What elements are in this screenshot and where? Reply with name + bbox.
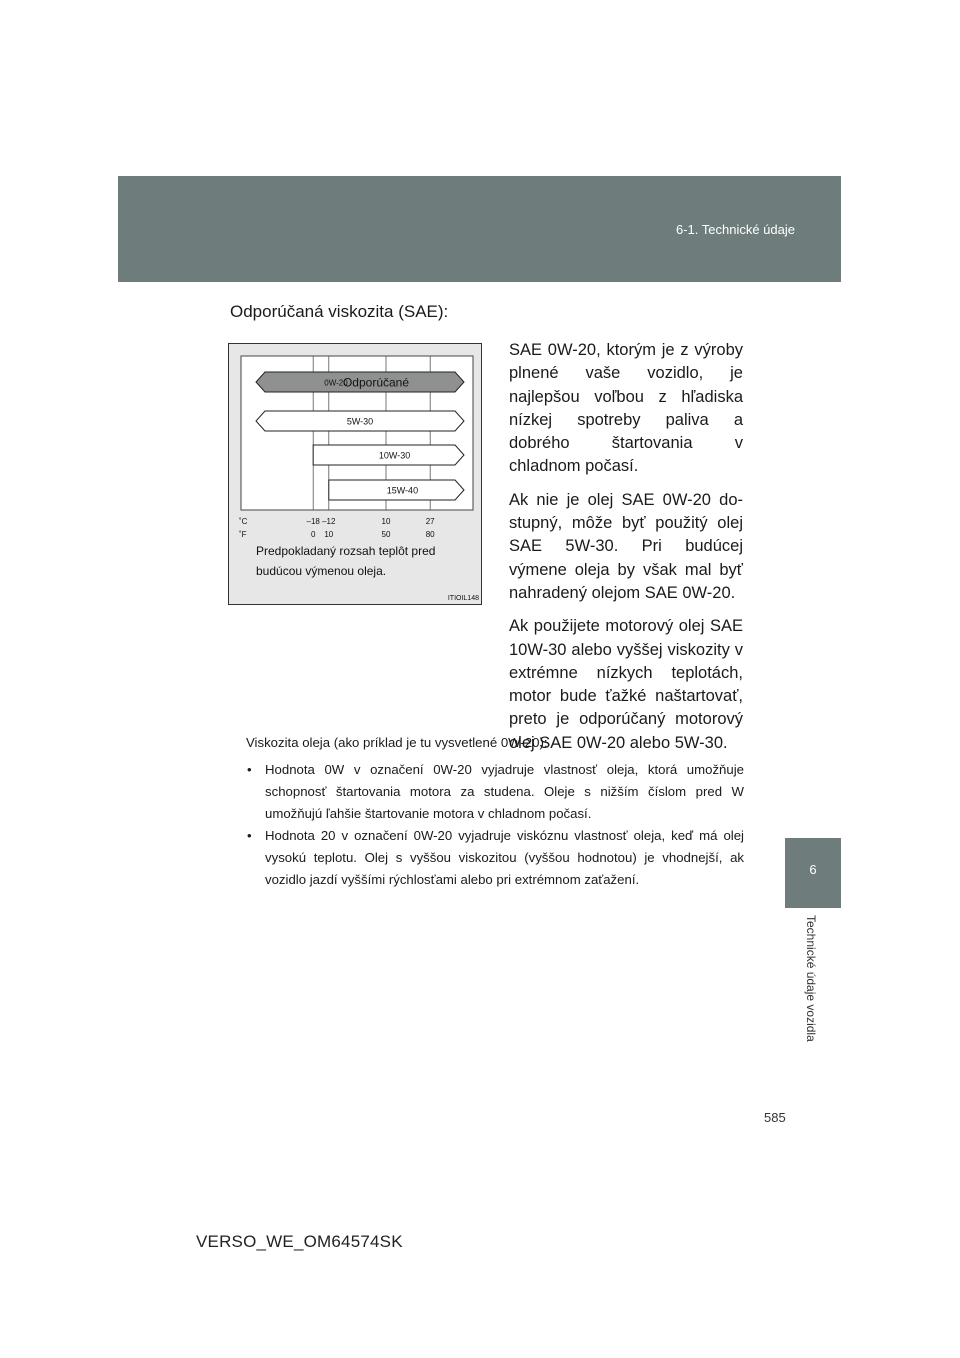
note-item: • Hodnota 20 v označení 0W-20 vyjadruje viskóznu vlastnosť oleja, keď má olej vysokú teplotu. Olej s vyššou viskozitou (vyššou hodnotou) je vhodnejší, ak vozidlo jazdí vyššími rýchlosťami alebo pri extrémnom zaťažení. bbox=[246, 825, 744, 891]
paragraph-2: Ak nie je olej SAE 0W-20 dostupný, môže byť použitý olej SAE 5W-30. Pri budúcej výmene oleja by však mal byť nahradený olejom SAE 0W-20. bbox=[509, 490, 743, 602]
chapter-number: 6 bbox=[809, 862, 817, 877]
paragraph-3: Ak použijete motorový olej SAE 10W-30 alebo vyššej viskozity v extrémne nízkych teplotách, motor bude ťažké naštartovať, preto je odporúčaný motorový olej SAE 0W-20 alebo 5W-30. bbox=[509, 617, 743, 752]
chapter-title: Technické údaje vozidla bbox=[804, 915, 818, 1042]
page-number: 585 bbox=[764, 1110, 786, 1125]
chapter-side-label bbox=[804, 915, 824, 1075]
tick-label-f: 80 bbox=[425, 530, 435, 539]
bar-label: 5W-30 bbox=[346, 416, 374, 427]
section-title: 6-1. Technické údaje bbox=[675, 222, 795, 237]
tick-label-c: 27 bbox=[425, 517, 435, 526]
figure-caption-line-2: budúcou výmenou oleja. bbox=[256, 564, 387, 578]
note-item: • Hodnota 0W v označení 0W-20 vyjadruje vlastnosť oleja, ktorá umožňuje schopnosť štartovania motora za studena. Oleje s nižším číslom pred W umožňujú ľahšie štartovanie motora v chladnom počasí. bbox=[246, 759, 744, 825]
notes-heading: Viskozita oleja (ako príklad je tu vysvetlené 0W-20): bbox=[246, 735, 548, 750]
notes-list bbox=[246, 759, 744, 891]
tick-label-f: 0 bbox=[310, 530, 316, 539]
bar-label: 0W-20 bbox=[324, 378, 348, 388]
bar-label: 15W-40 bbox=[386, 485, 419, 496]
axis-unit-f: ˚F bbox=[239, 530, 247, 539]
tick-label-f: 10 bbox=[324, 530, 334, 539]
axis-unit-c: ˚C bbox=[239, 517, 248, 526]
viscosity-intro: Odporúčaná viskozita (SAE): bbox=[230, 302, 449, 321]
paragraph-1: SAE 0W-20, ktorým je z výroby plnené vaše vozidlo, je najlepšou voľbou z hľadiska nízkej spotreby paliva a dobrého štartovania v chladnom počasí. bbox=[509, 341, 743, 476]
document-code: VERSO_WE_OM64574SK bbox=[196, 1232, 403, 1251]
recommendation-text bbox=[509, 339, 743, 765]
figure-caption-line-1: Predpokladaný rozsah teplôt pred bbox=[256, 544, 436, 558]
tick-label-c: –12 bbox=[322, 517, 336, 526]
header-band bbox=[118, 176, 841, 282]
viscosity-chart bbox=[229, 344, 483, 606]
chapter-tab bbox=[785, 838, 841, 908]
bar-label: 10W-30 bbox=[378, 450, 411, 461]
tick-label-f: 50 bbox=[381, 530, 391, 539]
tick-label-c: 10 bbox=[381, 517, 391, 526]
bar-recommended-label: Odporúčané bbox=[342, 375, 410, 390]
tick-label-c: –18 bbox=[306, 517, 320, 526]
viscosity-figure bbox=[228, 343, 482, 605]
viscosity-notes bbox=[246, 732, 744, 891]
figure-code: ITIOIL148 bbox=[447, 595, 479, 602]
